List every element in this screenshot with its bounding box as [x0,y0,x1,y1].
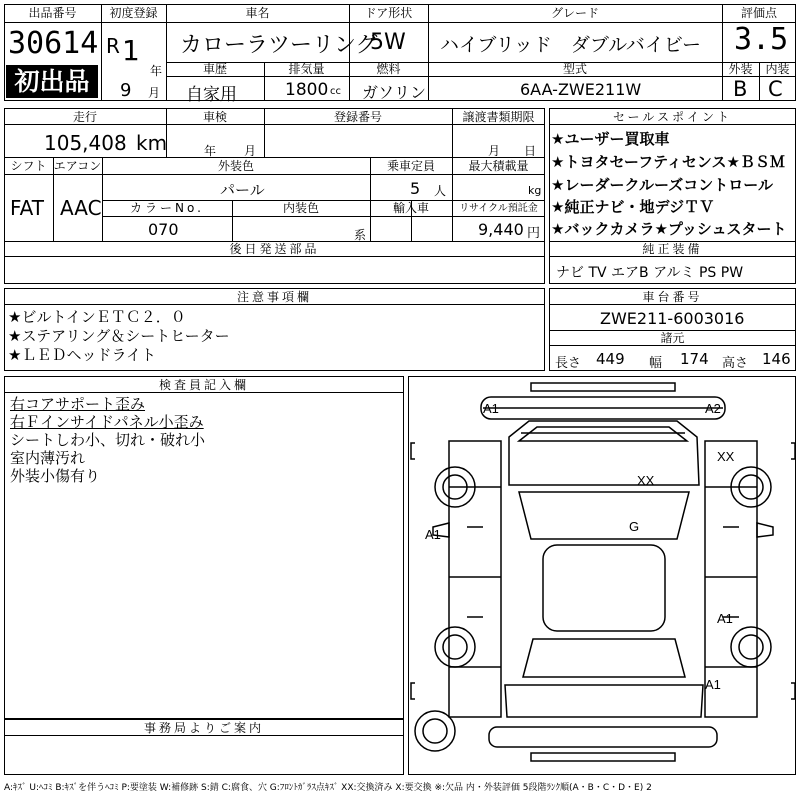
damage-mark: XX [637,473,655,488]
notes-item: ★ビルトインＥＴＣ２．０ [8,308,186,326]
mileage-label: 走行 [72,110,97,124]
model-code: 6AA-ZWE211W [520,80,642,99]
transfer-label: 譲渡書類期限 [462,110,535,124]
int-grade: C [768,77,783,101]
inspector-line: シートしわ小、切れ・破れ小 [10,431,206,449]
kg-unit: kg [528,184,542,197]
chassis-label: 車台番号 [642,290,703,304]
ext-grade: B [733,77,748,101]
fuel-label: 燃料 [376,62,401,76]
equipment: ナビ TV エアB アルミ PS PW [556,265,744,281]
color-no-label: カラーNo. [130,201,204,215]
reg-month: 9 [120,80,132,101]
first-listing-badge: 初出品 [6,65,98,98]
load-label: 最大積載量 [468,159,529,173]
transfer-month: 月 [488,144,501,158]
car-name-label: 車名 [245,6,270,20]
equipment-label: 純正装備 [642,242,703,256]
displacement: 1800 [285,80,329,100]
grade-label: グレード [550,6,599,20]
history: 自家用 [186,85,237,105]
month-unit: 月 [148,86,161,100]
sales-item: ★バックカメラ★プッシュスタート [551,220,787,238]
lot-number: 30614 [8,26,99,61]
sales-item: ★ユーザー買取車 [551,130,670,148]
shift-label: シフト [10,159,47,173]
yen-unit: 円 [527,226,541,241]
damage-mark: A1 [425,527,441,542]
car-name: カローラツーリング [180,33,378,58]
height-label: 高さ [722,356,749,371]
damage-mark: G [629,519,640,534]
capacity-label: 乗車定員 [386,159,435,173]
model-label: 型式 [562,62,587,76]
legend: A:ｷｽﾞ U:ﾍｺﾐ B:ｷｽﾞを伴うﾍｺﾐ P:要塗装 W:補修跡 S:錆 C:腐食、穴 G:ﾌﾛﾝﾄｶﾞﾗｽ点ｷｽﾞ XX:交換済み X:要交換 ※:欠品 内・外装評価 5段階ﾗﾝｸ順(A・B・C・D・E) 2 [4,783,652,793]
inspection-month: 月 [244,144,257,158]
width: 174 [680,350,709,368]
shift: FAT [10,196,45,220]
cc-unit: cc [330,86,341,97]
history-label: 車歴 [202,62,227,76]
color-label: 外装色 [217,159,254,173]
inspector-line: 室内薄汚れ [10,449,86,467]
reg-year: 1 [122,34,140,67]
score-label: 評価点 [740,6,777,20]
door-label: ドア形状 [364,6,413,20]
damage-mark: XX [717,449,735,464]
lot-no-label: 出品番号 [28,6,77,20]
dims-label: 諸元 [660,331,685,345]
chassis-number: ZWE211-6003016 [600,309,745,328]
height: 146 [762,350,791,368]
sales-item: ★トヨタセーフティセンス★ＢＳＭ [551,153,785,171]
first-reg-label: 初度登録 [109,6,158,20]
notes-item: ★ステアリング＆シートヒーター [8,327,230,345]
plate-label: 登録番号 [333,110,382,124]
color-no: 070 [148,220,179,239]
width-label: 幅 [649,356,663,371]
damage-mark: A1 [717,611,733,626]
sales-label: セールスポイント [613,110,732,124]
car-diagram [408,376,796,775]
ext-label: 外装 [728,62,753,76]
damage-mark: A1 [705,677,721,692]
inspection-label: 車検 [202,110,227,124]
recycle-label: リサイクル預託金 [459,203,538,214]
inspector-line: 外装小傷有り [10,467,101,485]
notes-label: 注意事項欄 [236,290,312,304]
length: 449 [596,350,625,368]
persons-unit: 人 [434,184,447,198]
damage-mark: A1 [483,401,499,416]
transfer-day: 日 [524,144,537,158]
aircon: AAC [60,196,102,220]
era: R [106,34,120,58]
notes-item: ★ＬＥＤヘッドライト [8,346,156,364]
ac-label: エアコン [53,159,102,173]
series-unit: 系 [354,228,367,242]
displacement-label: 排気量 [288,62,325,76]
score: 3.5 [734,22,789,57]
inspector-line: 右Ｆインサイドパネル小歪み [10,413,204,431]
interior-color-label: 内装色 [282,201,319,215]
import-label: 輸入車 [392,201,429,215]
mileage: 105,408 [44,131,127,155]
body-color: パール [220,181,265,199]
car-outline [409,377,795,774]
int-label: 内装 [765,62,790,76]
inspection-year: 年 [204,144,217,158]
km-unit: km [136,131,168,155]
recycle-amount: 9,440 [478,220,524,239]
inspector-label: 検査員記入欄 [158,378,249,392]
inspector-line: 右コアサポート歪み [10,395,146,413]
sales-item: ★純正ナビ・地デジＴＶ [551,198,715,216]
office-label: 事務局よりご案内 [143,721,264,735]
grade: ハイブリッド ダブルバイビー [440,34,702,56]
capacity: 5 [410,179,421,198]
year-unit: 年 [150,64,163,78]
sales-item: ★レーダークルーズコントロール [551,176,773,194]
door-type: 5W [370,30,406,55]
later-parts-label: 後日発送部品 [229,242,320,256]
damage-mark: A2 [705,401,721,416]
length-label: 長さ [555,356,582,371]
fuel: ガソリン [362,83,427,102]
